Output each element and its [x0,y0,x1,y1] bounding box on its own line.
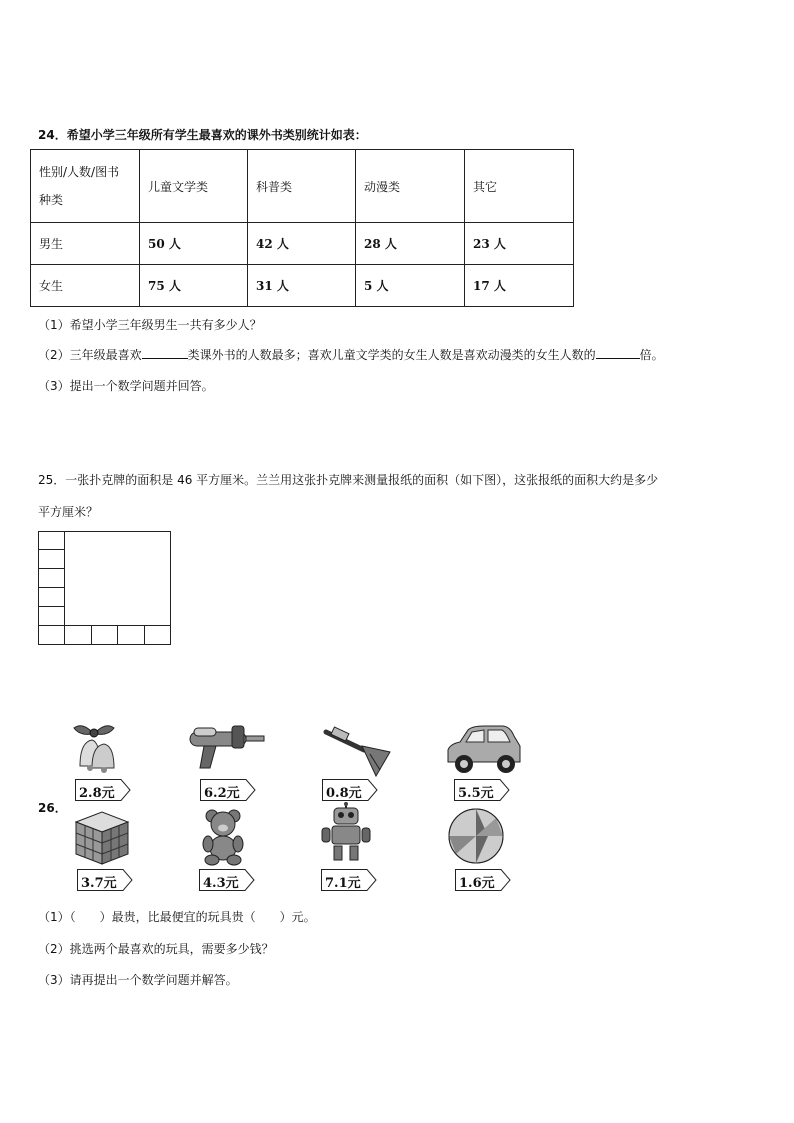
q26-sub3: （3）请再提出一个数学问题并解答。 [38,973,238,987]
table-row [31,223,574,265]
q24-title: 24．希望小学三年级所有学生最喜欢的课外书类别统计如表： [38,128,367,142]
price-tag: 0.8元 [322,779,380,801]
price-tag: 5.5元 [454,779,512,801]
teddy-bear-icon [186,806,266,866]
table-cell: 75 人 [140,265,248,307]
ball-icon [448,808,528,868]
table-cell: 31 人 [248,265,356,307]
table-cell: 17 人 [465,265,574,307]
price-tag: 4.3元 [199,869,257,891]
newspaper-card-grid-diagram [38,531,172,646]
bell-icon [62,718,142,778]
price-tag: 7.1元 [321,869,379,891]
q26-number: 26． [38,801,67,815]
price-tag: 1.6元 [455,869,513,891]
q25-line2: 平方厘米？ [38,505,99,519]
price-tag: 6.2元 [200,779,258,801]
column-header: 动漫类 [356,150,465,223]
table-row [31,265,574,307]
cube-icon [66,808,146,868]
column-header: 其它 [465,150,574,223]
answer-blank[interactable] [596,347,640,359]
q24-sub1: （1）希望小学三年级男生一共有多少人？ [38,318,262,332]
q24-sub3: （3）提出一个数学问题并回答。 [38,379,214,393]
table-cell: 23 人 [465,223,574,265]
q25-line1: 25．一张扑克牌的面积是 46 平方厘米。兰兰用这张扑克牌来测量报纸的面积（如下图），这张报纸的面积大约是多少 [38,473,659,487]
table-header-corner: 性别/人数/图书 种类 [31,150,140,223]
row-label: 男生 [31,223,140,265]
q24-sub2: （2）三年级最喜欢 类课外书的人数最多；喜欢儿童文学类的女生人数是喜欢动漫类的女生人数的 倍。 [38,348,664,362]
price-tag: 2.8元 [75,779,133,801]
robot-icon [310,802,390,862]
car-icon [444,718,524,778]
book-stats-table [30,149,574,307]
column-header: 儿童文学类 [140,150,248,223]
column-header: 科普类 [248,150,356,223]
answer-blank[interactable] [142,347,188,359]
table-cell: 5 人 [356,265,465,307]
table-cell: 50 人 [140,223,248,265]
row-label: 女生 [31,265,140,307]
q26-sub1: （1）（ ）最贵，比最便宜的玩具贵（ ）元。 [38,910,316,924]
water-gun-icon [186,718,266,778]
table-cell: 28 人 [356,223,465,265]
table-cell: 42 人 [248,223,356,265]
trumpet-icon [318,718,398,778]
q26-sub2: （2）挑选两个最喜欢的玩具，需要多少钱？ [38,942,274,956]
price-tag: 3.7元 [77,869,135,891]
